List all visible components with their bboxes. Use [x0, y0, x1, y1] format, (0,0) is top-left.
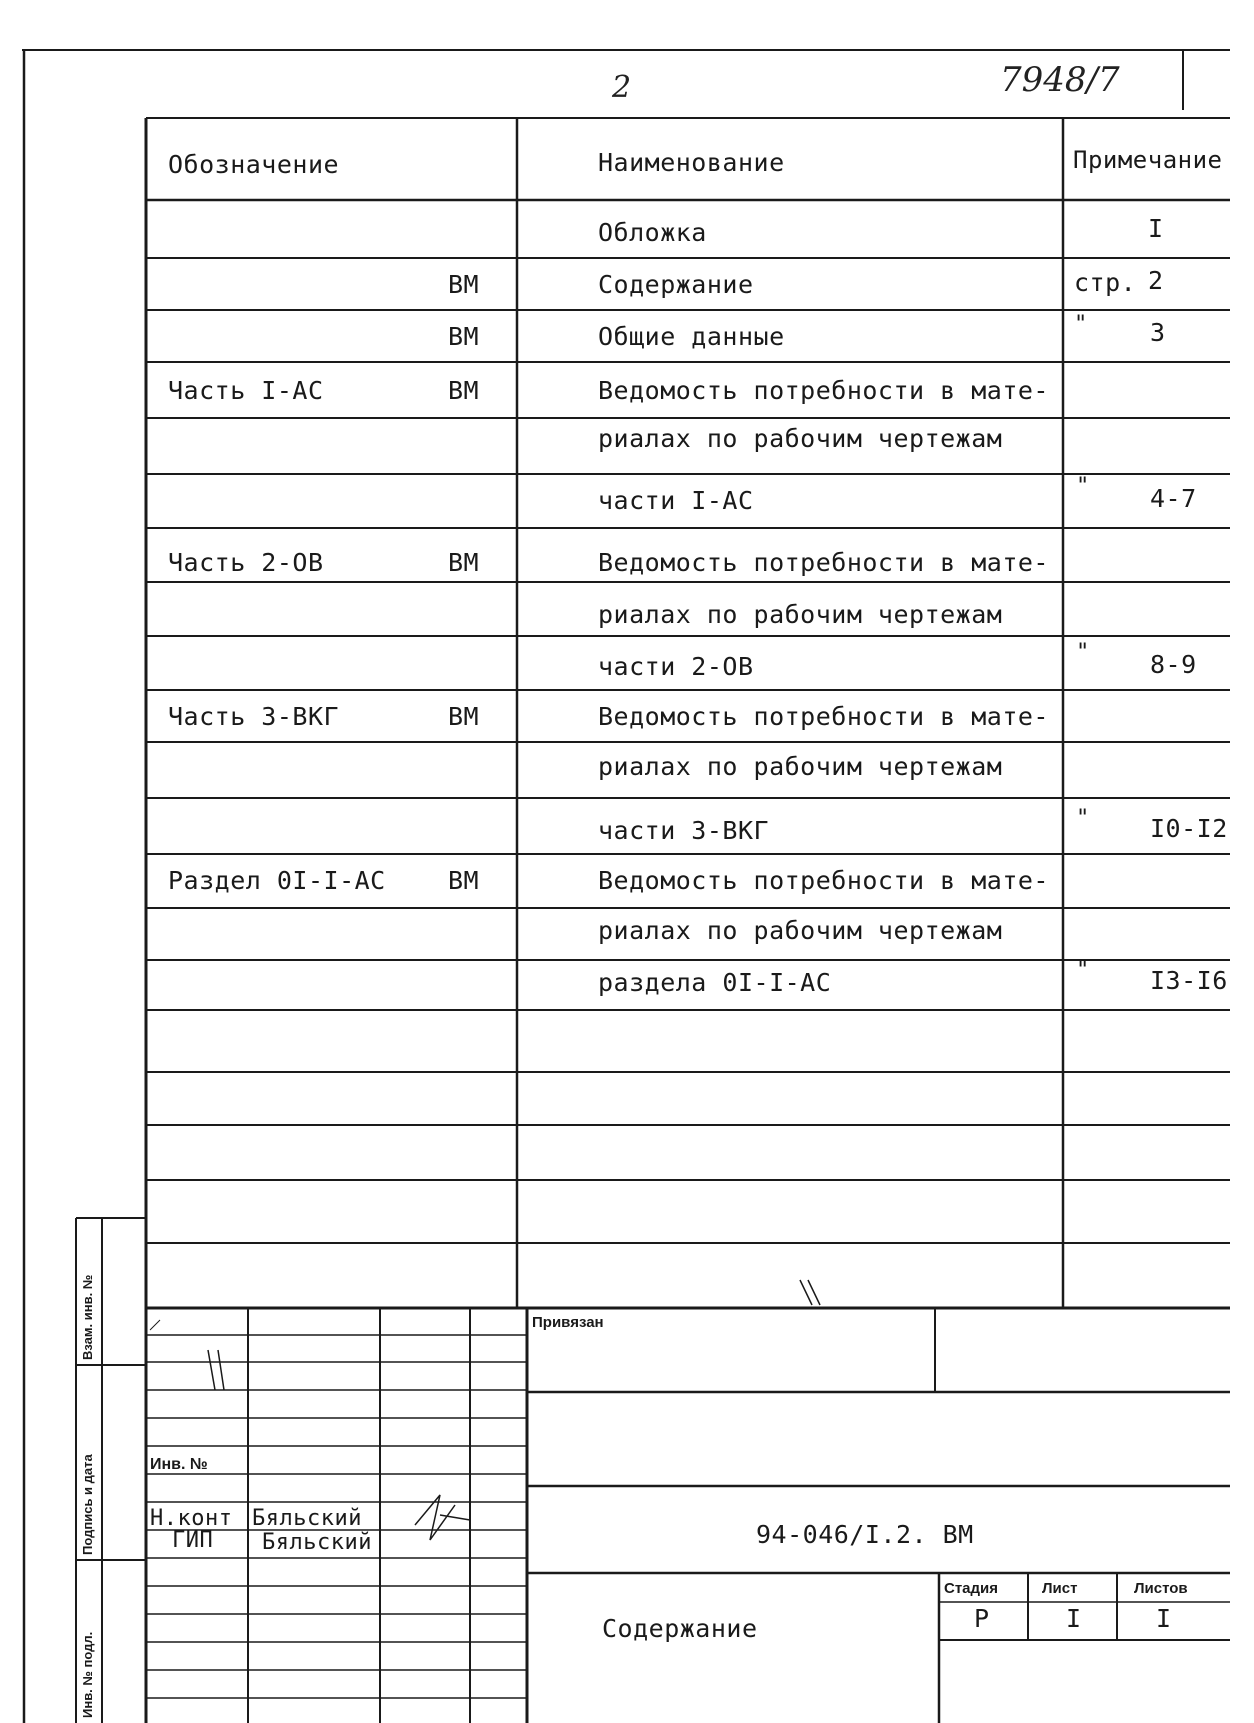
- role-2: ГИП: [172, 1528, 214, 1553]
- sheet-value: I: [1066, 1604, 1082, 1633]
- inv-no-label: Инв. №: [150, 1456, 208, 1473]
- side-label-replace-inv: Взам. инв. №: [80, 1274, 95, 1360]
- stage-label: Стадия: [944, 1580, 999, 1597]
- row-code: ВМ: [448, 376, 480, 405]
- side-label-inv-original: Инв. № подл.: [80, 1631, 95, 1718]
- header-designation: Обозначение: [168, 150, 340, 179]
- page-number: 2: [612, 70, 632, 105]
- row-name: раздела 0I-I-АС: [598, 968, 832, 997]
- row-note-prefix: ": [1076, 958, 1090, 983]
- row-note: I0-I2: [1150, 814, 1228, 843]
- row-name: риалах по рабочим чертежам: [598, 424, 1003, 453]
- row-part: Раздел 0I-I-АС: [168, 866, 386, 895]
- row-code: ВМ: [448, 548, 480, 577]
- row-name: части 2-ОВ: [598, 652, 754, 681]
- side-label-signature-date: Подпись и дата: [80, 1454, 95, 1555]
- doc-title: Содержание: [602, 1614, 758, 1643]
- row-name: Обложка: [598, 218, 707, 247]
- row-name: риалах по рабочим чертежам: [598, 916, 1003, 945]
- row-name: Общие данные: [598, 322, 785, 351]
- name-2: Бяльский: [262, 1530, 372, 1555]
- sheets-label: Листов: [1134, 1580, 1188, 1597]
- sheet-label: Лист: [1042, 1580, 1078, 1597]
- row-note: I: [1148, 214, 1164, 243]
- row-note-prefix: стр.: [1074, 268, 1137, 297]
- row-note-prefix: ": [1074, 312, 1088, 337]
- sheets-value: I: [1156, 1604, 1172, 1633]
- row-name: Ведомость потребности в мате-: [598, 702, 1049, 731]
- role-1: Н.конт: [150, 1506, 233, 1531]
- row-name: Содержание: [598, 270, 754, 299]
- document-id: 7948/7: [1000, 60, 1120, 100]
- row-code: ВМ: [448, 866, 480, 895]
- row-name: Ведомость потребности в мате-: [598, 548, 1049, 577]
- row-code: ВМ: [448, 322, 480, 351]
- row-note: 3: [1150, 318, 1166, 347]
- header-name: Наименование: [598, 148, 785, 177]
- row-name: Ведомость потребности в мате-: [598, 866, 1049, 895]
- row-part: Часть I-АС: [168, 376, 324, 405]
- row-part: Часть 3-ВКГ: [168, 702, 340, 731]
- row-code: ВМ: [448, 702, 480, 731]
- name-1: Бяльский: [252, 1506, 362, 1531]
- row-code: ВМ: [448, 270, 480, 299]
- row-name: части 3-ВКГ: [598, 816, 770, 845]
- stage-value: Р: [974, 1604, 990, 1633]
- row-note-prefix: ": [1076, 474, 1090, 499]
- row-name: Ведомость потребности в мате-: [598, 376, 1049, 405]
- row-note: 8-9: [1150, 650, 1197, 679]
- row-note-prefix: ": [1076, 640, 1090, 665]
- row-name: риалах по рабочим чертежам: [598, 752, 1003, 781]
- doc-designation: 94-046/I.2. ВМ: [756, 1520, 974, 1549]
- privyazan-label: Привязан: [532, 1314, 604, 1331]
- row-note: 2: [1148, 266, 1164, 295]
- header-note: Примечание: [1073, 146, 1223, 174]
- row-name: части I-АС: [598, 486, 754, 515]
- row-part: Часть 2-ОВ: [168, 548, 324, 577]
- row-note: 4-7: [1150, 484, 1197, 513]
- row-name: риалах по рабочим чертежам: [598, 600, 1003, 629]
- row-note-prefix: ": [1076, 806, 1090, 831]
- row-note: I3-I6: [1150, 966, 1228, 995]
